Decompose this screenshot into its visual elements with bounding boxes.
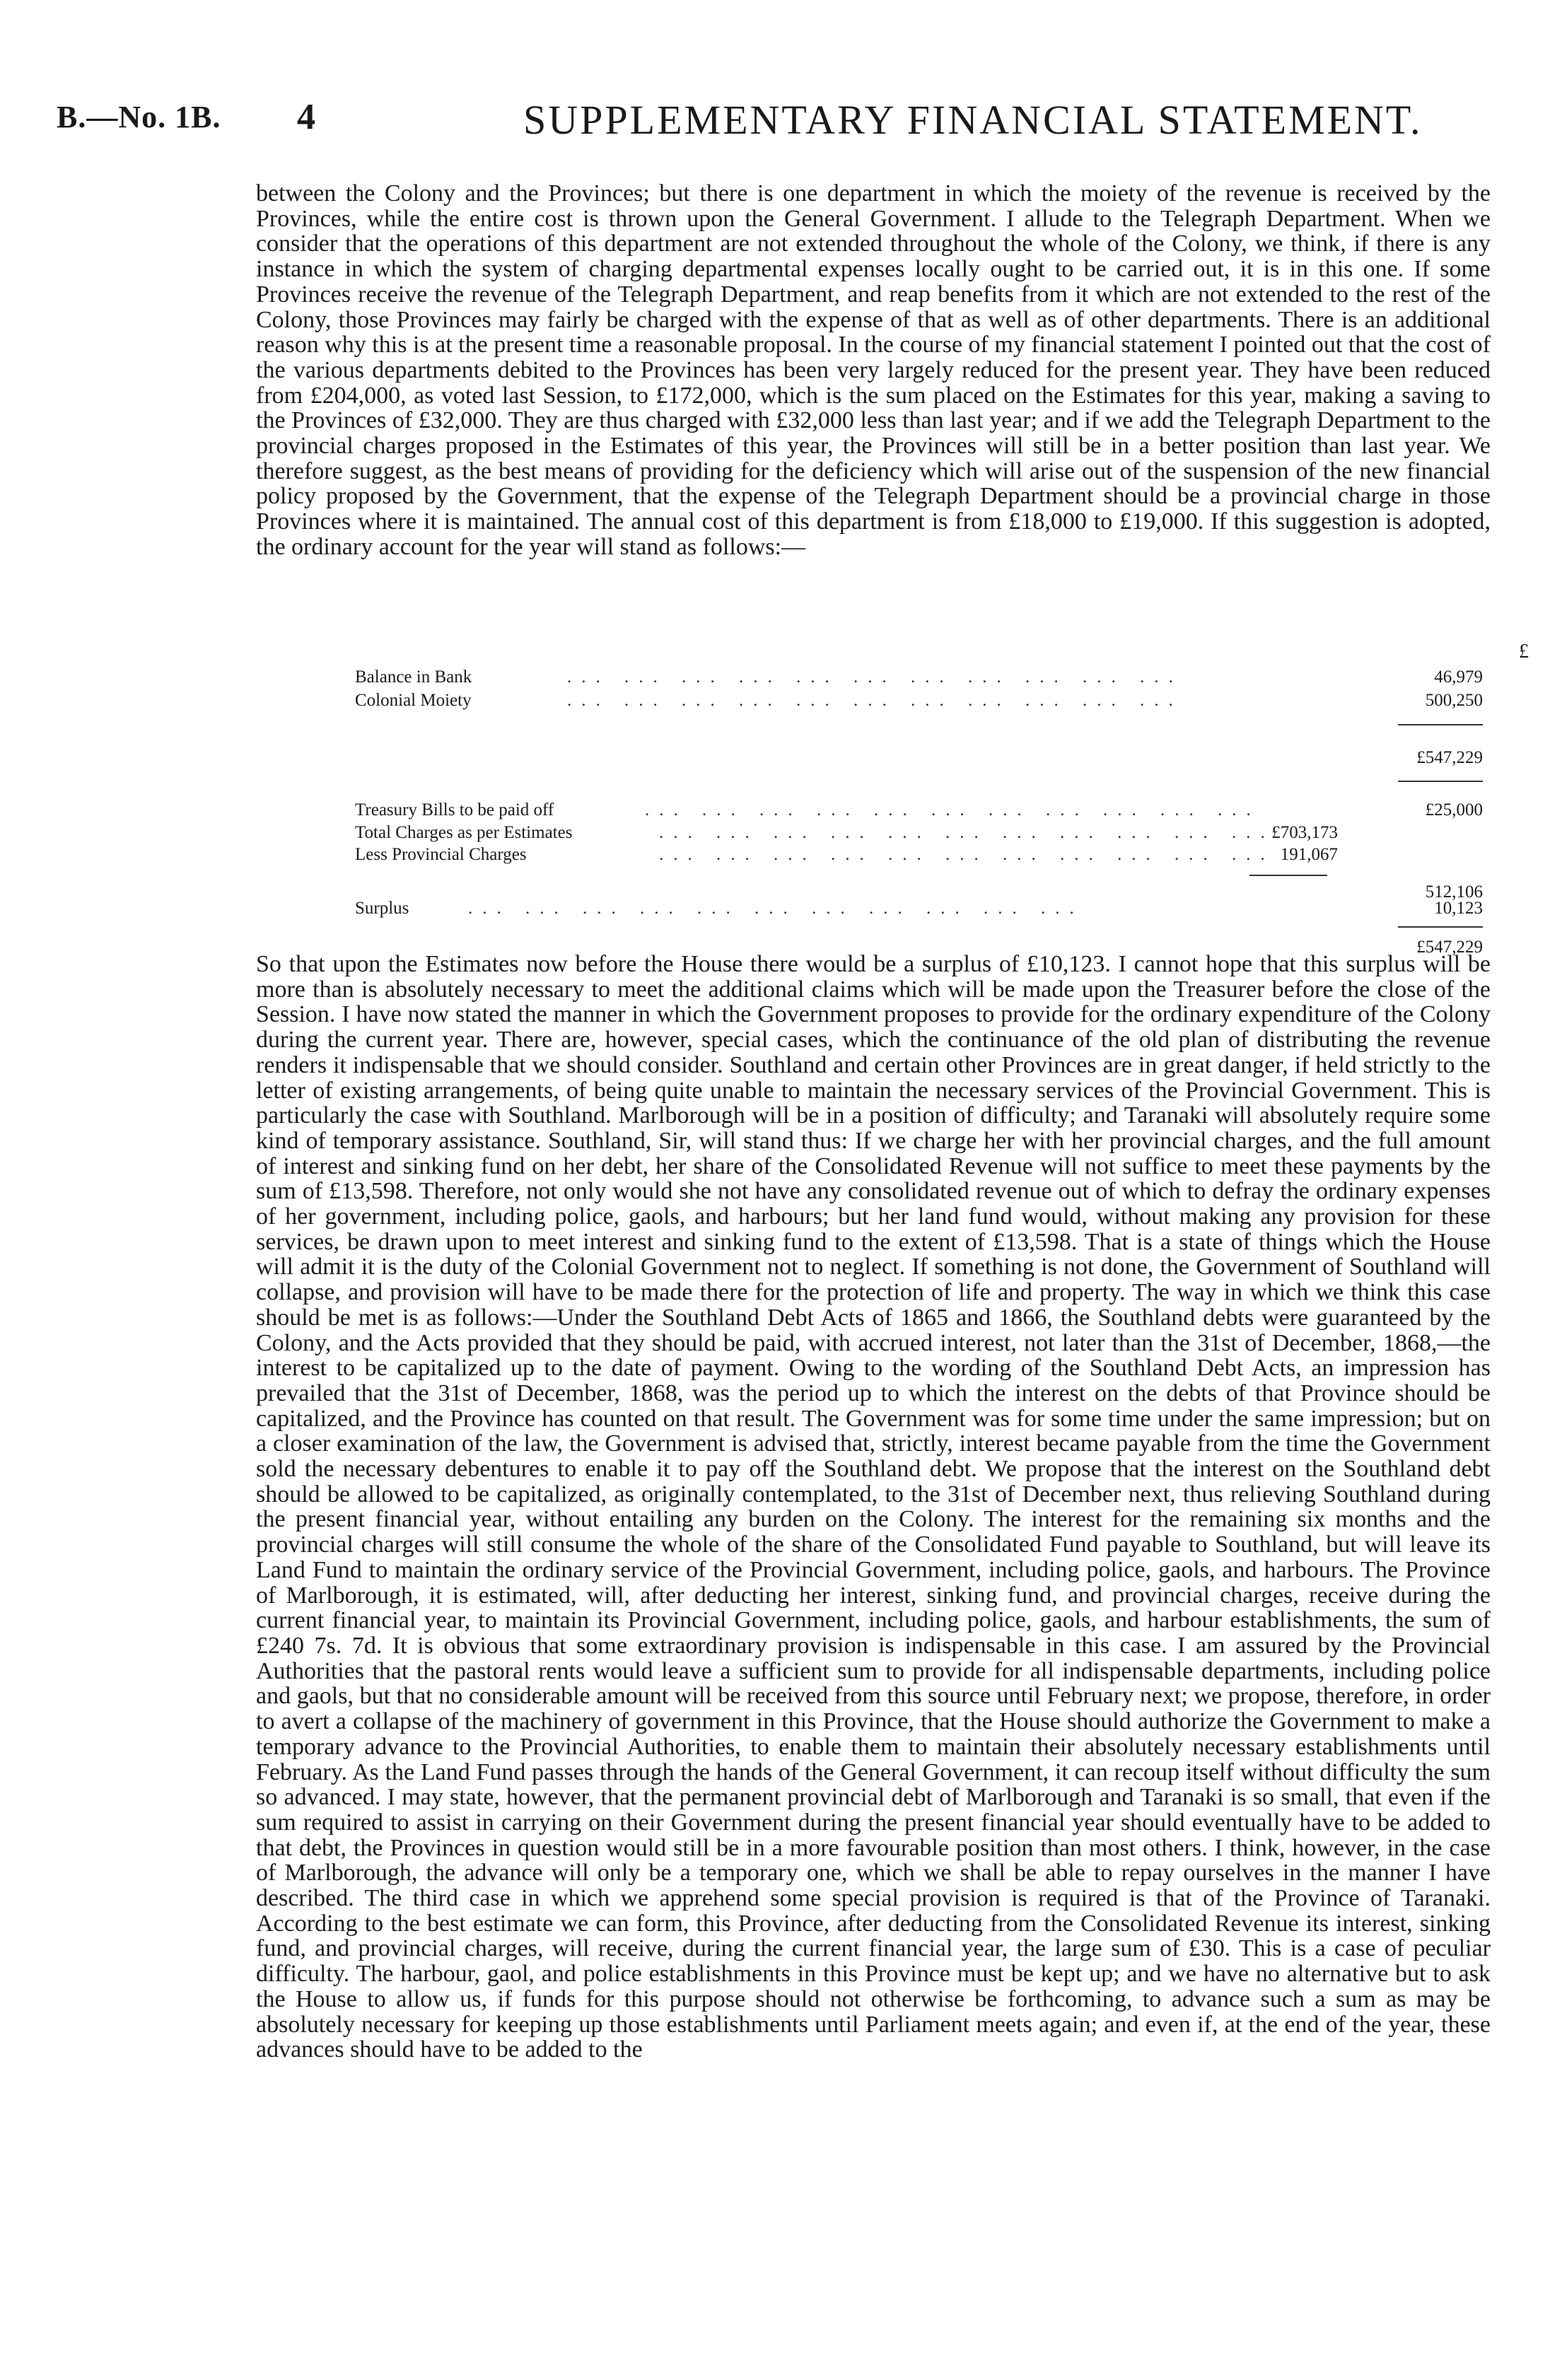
account-row-value: 46,979 — [1434, 667, 1483, 687]
page-title: SUPPLEMENTARY FINANCIAL STATEMENT. — [523, 97, 1423, 143]
leader-dots: ... ... ... ... ... ... ... ... ... ... ... — [468, 899, 1084, 918]
page-number: 4 — [297, 97, 315, 137]
account-row-label: Less Provincial Charges — [355, 845, 527, 864]
leader-dots: ... ... ... ... ... ... ... ... ... ... ... — [567, 667, 1183, 687]
body-paragraph-2: So that upon the Estimates now before the House there would be a surplus of £10,123. I cannot hope that this surplus will be more than is absolutely necessary to meet the additional claims which will be made upon the Treasurer before the close of the Session. I have now stated the manner in which the Government proposes to provide for the ordinary expenditure of the Colony during the current year. There are, however, special cases, which the continuance of the old plan of distributing the revenue renders it indispensable that we should consider. Southland and certain other Provinces are in great danger, if held strictly to the letter of existing arrangements, of being quite unable to maintain the necessary services of the Provincial Government. This is particularly the case with Southland. Marlborough will be in a position of difficulty; and Taranaki will absolutely require some kind of temporary assistance. Southland, Sir, will stand thus: If we charge her with her provincial charges, and the full amount of interest and sinking fund on her debt, her share of the Consolidated Revenue will not suffice to meet these payments by the sum of £13,598. Therefore, not only would she not have any consolidated revenue out of which to defray the ordinary expenses of her government, including police, gaols, and harbours; but her land fund would, without making any provision for these services, be drawn upon to meet interest and sinking fund to the extent of £13,598. That is a state of things which the House will admit it is the duty of the Colonial Government not to neglect. If something is not done, the Government of Southland will collapse, and provision will have to be made there for the protection of life and property. The way in which we think this case should be met is as follows:—Under the Southland Debt Acts of 1865 and 1866, the Southland debts were guaranteed by the Colony, and the Acts provided that they should be paid, with accrued interest, not later than the 31st of December, 1868,—the interest to be capitalized up to the date of payment. Owing to the wording of the Southland Debt Acts, an impression has prevailed that the 31st of December, 1868, was the period up to which the interest on the debts of that Province should be capitalized, and the Province has counted on that result. The Government was for some time under the same impression; but on a closer examination of the law, the Government is advised that, strictly, interest became payable from the time the Government sold the necessary debentures to enable it to pay off the Southland debt. We propose that the interest on the Southland debt should be allowed to be capitalized, as originally contemplated, to the 31st of December next, thus relieving Southland during the present financial year, without entailing any burden on the Colony. The interest for the remaining six months and the provincial charges will still consume the whole of the share of the Consolidated Fund payable to Southland, but will leave its Land Fund to maintain the ordinary service of the Provincial Government, including police, gaols, and harbours. The Province of Marlborough, it is estimated, will, after deducting her interest, sinking fund, and provincial charges, receive during the current financial year, to maintain its Provincial Government, including police, gaols, and harbour establishments, the sum of £240 7s. 7d. It is obvious that some extraordinary provision is indispensable in this case. I am assured by the Provincial Authorities that the pastoral rents would leave a sufficient sum to provide for all indispensable departments, including police and gaols, but that no considerable amount will be received from this source until February next; we propose, therefore, in order to avert a collapse of the machinery of government in this Province, that the House should authorize the Government to make a temporary advance to the Provincial Authorities, to enable them to maintain their absolutely necessary establishments until February. As the Land Fund passes through the hands of the General Government, it can recoup itself without difficulty the sum so advanced. I may state, however, that the permanent provincial debt of Marlborough and Taranaki is so small, that even if the sum required to assist in carrying on their Government during the present financial year should eventually have to be added to that debt, the Provinces in question would still be in a more favourable position than most others. I think, however, in the case of Marlborough, the advance will only be a temporary one, which we shall be able to repay ourselves in the manner I have described. The third case in which we apprehend some special provision is required is that of the Province of Taranaki. According to the best estimate we can form, this Province, after deducting from the Consolidated Revenue its interest, sinking fund, and provincial charges, will receive, during the current financial year, the large sum of £30. This is a case of peculiar difficulty. The harbour, gaol, and police establishments in this Province must be kept up; and we have no alternative but to ask the House to allow us, if funds for this purpose should not otherwise be forthcoming, to advance such a sum as may be absolutely necessary for keeping up those establishments until Parliament meets again; and even if, at the end of the year, these advances should have to be added to the — [256, 951, 1491, 2063]
account-row-provincial-charges — [355, 845, 1483, 868]
leader-dots: ... ... ... ... ... ... ... ... ... ... ... — [659, 823, 1275, 842]
body-paragraph-1: between the Colony and the Provinces; but there is one department in which the moiety of the revenue is received by the Provinces, while the entire cost is thrown upon the General Government. I allude to the Telegraph Department. When we consider that the operations of this department are not extended throughout the whole of the Colony, we think, if there is any instance in which the system of charging departmental expenses locally ought to be carried out, it is in this one. If some Provinces receive the revenue of the Telegraph Department, and reap benefits from it which are not extended to the rest of the Colony, those Provinces may fairly be charged with the expense of that as well as of other departments. There is an additional reason why this is at the present time a reasonable proposal. In the course of my financial statement I pointed out that the cost of the various departments debited to the Provinces has been very largely reduced for the present year. They have been reduced from £204,000, as voted last Session, to £172,000, which is the sum placed on the Estimates for this year, making a saving to the Provinces of £32,000. They are thus charged with £32,000 less than last year; and if we add the Telegraph Department to the provincial charges proposed in the Estimates of this year, the Provinces will still be in a better position than last year. We therefore suggest, as the best means of providing for the deficiency which will arise out of the suspension of the new financial policy proposed by the Government, that the expense of the Telegraph Department should be a provincial charge in those Provinces where it is maintained. The annual cost of this department is from £18,000 to £19,000. If this suggestion is adopted, the ordinary account for the year will stand as follows:— — [256, 180, 1491, 560]
leader-dots: ... ... ... ... ... ... ... ... ... ... ... — [567, 691, 1183, 710]
account-row-colonial-moiety — [355, 691, 1483, 713]
account-row-surplus — [355, 899, 1483, 921]
account-row-label: Balance in Bank — [355, 667, 472, 687]
document-reference: B.—No. 1B. — [57, 100, 221, 134]
ordinary-account-table — [355, 641, 1529, 959]
page-header — [57, 99, 1499, 141]
account-row-value: £547,229 — [1416, 938, 1483, 957]
account-row-subtotal — [355, 748, 1483, 771]
account-row-value: 512,106 — [1425, 882, 1483, 902]
account-row-subvalue: 191,067 — [1280, 845, 1338, 864]
account-row-balance-in-bank — [355, 667, 1483, 690]
account-row-total-charges — [355, 823, 1483, 846]
account-row-subvalue: £703,173 — [1271, 823, 1338, 842]
account-row-value: 500,250 — [1425, 691, 1483, 710]
account-row-label: Surplus — [355, 899, 409, 918]
account-row-label: Colonial Moiety — [355, 691, 472, 710]
sub-rule — [1249, 875, 1327, 876]
account-row-treasury-bills — [355, 800, 1483, 823]
leader-dots: ... ... ... ... ... ... ... ... ... ... ... — [645, 800, 1261, 819]
account-row-label: Total Charges as per Estimates — [355, 823, 573, 842]
sum-rule — [1398, 781, 1483, 782]
currency-symbol: £ — [1519, 641, 1529, 663]
account-row-value: £547,229 — [1416, 748, 1483, 767]
account-row-label: Treasury Bills to be paid off — [355, 800, 554, 819]
account-row-value: 10,123 — [1434, 899, 1483, 918]
sum-rule — [1398, 724, 1483, 725]
account-row-value: £25,000 — [1425, 800, 1483, 819]
leader-dots: ... ... ... ... ... ... ... ... ... ... ... — [659, 845, 1275, 864]
sum-rule — [1398, 926, 1483, 928]
